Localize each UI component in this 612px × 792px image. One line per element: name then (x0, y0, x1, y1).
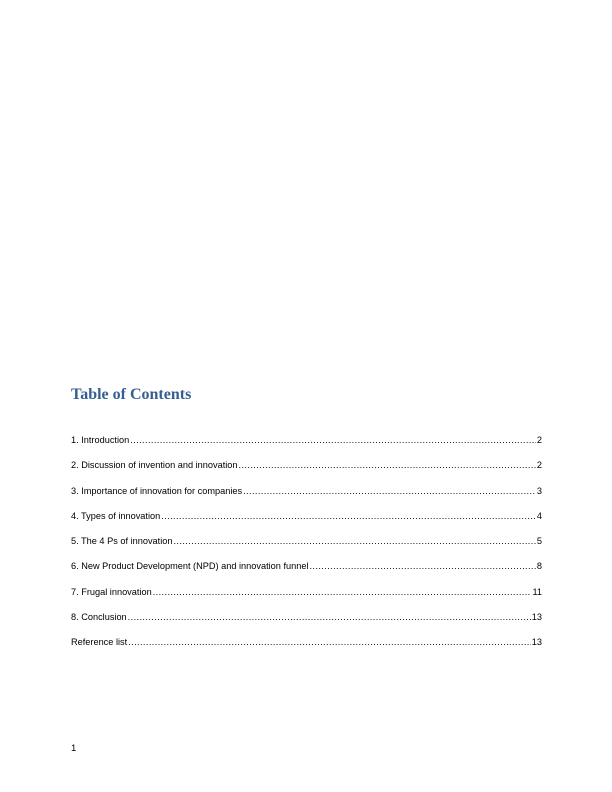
toc-entry-page: 2 (536, 435, 542, 445)
toc-entry-page: 4 (536, 510, 542, 521)
toc-dot-leader (128, 636, 531, 648)
toc-entry-importance[interactable] (71, 485, 542, 497)
toc-entry-label: 1. Introduction (71, 435, 130, 445)
toc-list (71, 434, 542, 662)
toc-entry-introduction[interactable] (71, 434, 542, 446)
toc-entry-label: 6. New Product Development (NPD) and innovation funnel (71, 561, 309, 572)
toc-entry-invention-innovation[interactable] (71, 459, 542, 471)
toc-entry-label: 4. Types of innovation (71, 510, 161, 521)
toc-entry-page: 3 (536, 485, 542, 496)
toc-entry-page: 13 (531, 612, 542, 623)
toc-dot-leader (309, 560, 535, 572)
toc-entry-label: 2. Discussion of invention and innovation (71, 460, 238, 471)
toc-dot-leader (153, 586, 532, 598)
toc-entry-types[interactable] (71, 510, 542, 522)
toc-title: Table of Contents (71, 386, 192, 403)
toc-dot-leader (243, 485, 536, 497)
toc-entry-page: 11 (532, 586, 542, 597)
toc-entry-4ps[interactable] (71, 535, 542, 547)
toc-entry-page: 2 (536, 460, 542, 471)
toc-entry-label: Reference list (71, 637, 128, 648)
toc-dot-leader (239, 459, 536, 471)
toc-entry-label: 7. Frugal innovation (71, 586, 152, 597)
toc-dot-leader (130, 434, 536, 446)
toc-entry-label: 3. Importance of innovation for companies (71, 485, 243, 496)
toc-entry-label: 5. The 4 Ps of innovation (71, 536, 173, 547)
toc-entry-conclusion[interactable] (71, 611, 542, 623)
toc-entry-page: 8 (536, 561, 542, 572)
toc-entry-references[interactable] (71, 636, 542, 648)
toc-entry-label: 8. Conclusion (71, 612, 127, 623)
toc-entry-npd[interactable] (71, 560, 542, 572)
toc-dot-leader (128, 611, 531, 623)
toc-dot-leader (161, 510, 536, 522)
toc-entry-page: 5 (536, 536, 542, 547)
toc-entry-frugal[interactable] (71, 586, 542, 598)
page-number: 1 (71, 743, 77, 754)
toc-dot-leader (173, 535, 535, 547)
toc-entry-page: 13 (531, 637, 542, 648)
